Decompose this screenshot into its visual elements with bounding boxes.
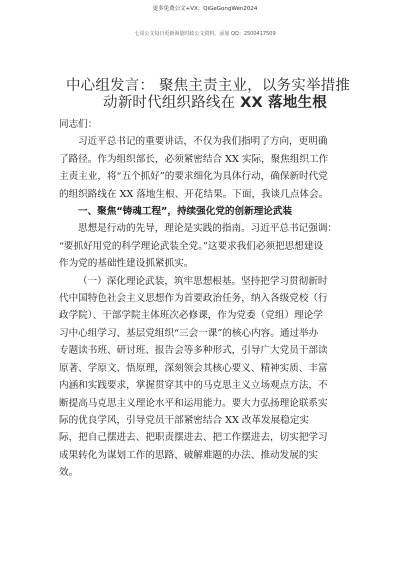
header-sub-banner: 七哥公文每日更新海量时政公文资料，添加 QQ：2500417509 xyxy=(134,31,276,37)
title-line-2-bold: XX 落地生根 xyxy=(240,95,327,111)
greeting: 同志们： xyxy=(59,119,98,130)
paragraph-3-line: 原著、学原文、悟原理，深刻领会其核心要义、精神实质、丰富 xyxy=(59,362,328,374)
section-1-heading: 一、聚焦“铸魂工程”，持续强化党的创新理论武装 xyxy=(78,206,293,218)
paragraph-2-line: 思想是行动的先导，理论是实践的指南。习近平总书记强调： xyxy=(78,223,338,235)
paragraph-3-line: 政学院）、干部学院主体班次必修课，作为党委（党组）理论学 xyxy=(59,310,323,322)
document-title-line-1: 中心组发言： 聚焦主责主业，以务实举措推 xyxy=(65,78,351,94)
paragraph-3-line: 内涵和实践要求，掌握贯穿其中的马克思主义立场观点方法，不 xyxy=(59,380,328,392)
paragraph-3-line: 断提高马克思主义理论水平和运用能力。要大力弘扬理论联系实 xyxy=(59,397,328,409)
paragraph-2-line: 作为党的基础性建设抓紧抓实。 xyxy=(59,258,194,270)
paragraph-1-line: 了路径。作为组织部长，必须紧密结合 XX 实际，聚焦组织工作 xyxy=(59,153,329,165)
paragraph-1-line: 的组织路线在 XX 落地生根、开花结果。下面，我谈几点体会。 xyxy=(59,188,329,200)
paragraph-3-line: 习中心组学习、基层党组织“三会一课”的核心内容。通过举办 xyxy=(59,327,319,339)
paragraph-3-line: 效。 xyxy=(59,467,79,479)
paragraph-3-line: 代中国特色社会主义思想作为首要政治任务，纳入各级党校（行 xyxy=(59,293,328,305)
paragraph-3-line: 际，把自己摆进去、把职责摆进去、把工作摆进去，切实把学习 xyxy=(59,432,328,444)
document-title-line-2 xyxy=(70,94,360,112)
paragraph-3-line: 专题读书班、研讨班、报告会等多种形式，引导广大党员干部读 xyxy=(59,345,328,357)
paragraph-3-line: 成果转化为谋划工作的思路、破解难题的办法、推动发展的实 xyxy=(59,449,319,461)
header-banner: 更多免费公文+VX：QiGeGongWen2024 xyxy=(152,6,258,12)
paragraph-3-line: 际的优良学风，引导党员干部紧密结合 XX 改革发展稳定实 xyxy=(59,414,310,426)
title-line-2-prefix: 动新时代组织路线在 xyxy=(103,95,241,111)
document-body xyxy=(59,116,355,482)
paragraph-1-line: 习近平总书记的重要讲话，不仅为我们指明了方向，更明确 xyxy=(78,136,328,148)
paragraph-2-line: “要抓好用党的科学理论武装全党。”这要求我们必须把思想建设 xyxy=(59,240,324,252)
paragraph-1-line: 主责主业，将“五个抓好”的要求细化为具体行动，确保新时代党 xyxy=(59,171,328,183)
paragraph-3-line: （一）深化理论武装，筑牢思想根基。坚持把学习贯彻新时 xyxy=(78,275,328,287)
